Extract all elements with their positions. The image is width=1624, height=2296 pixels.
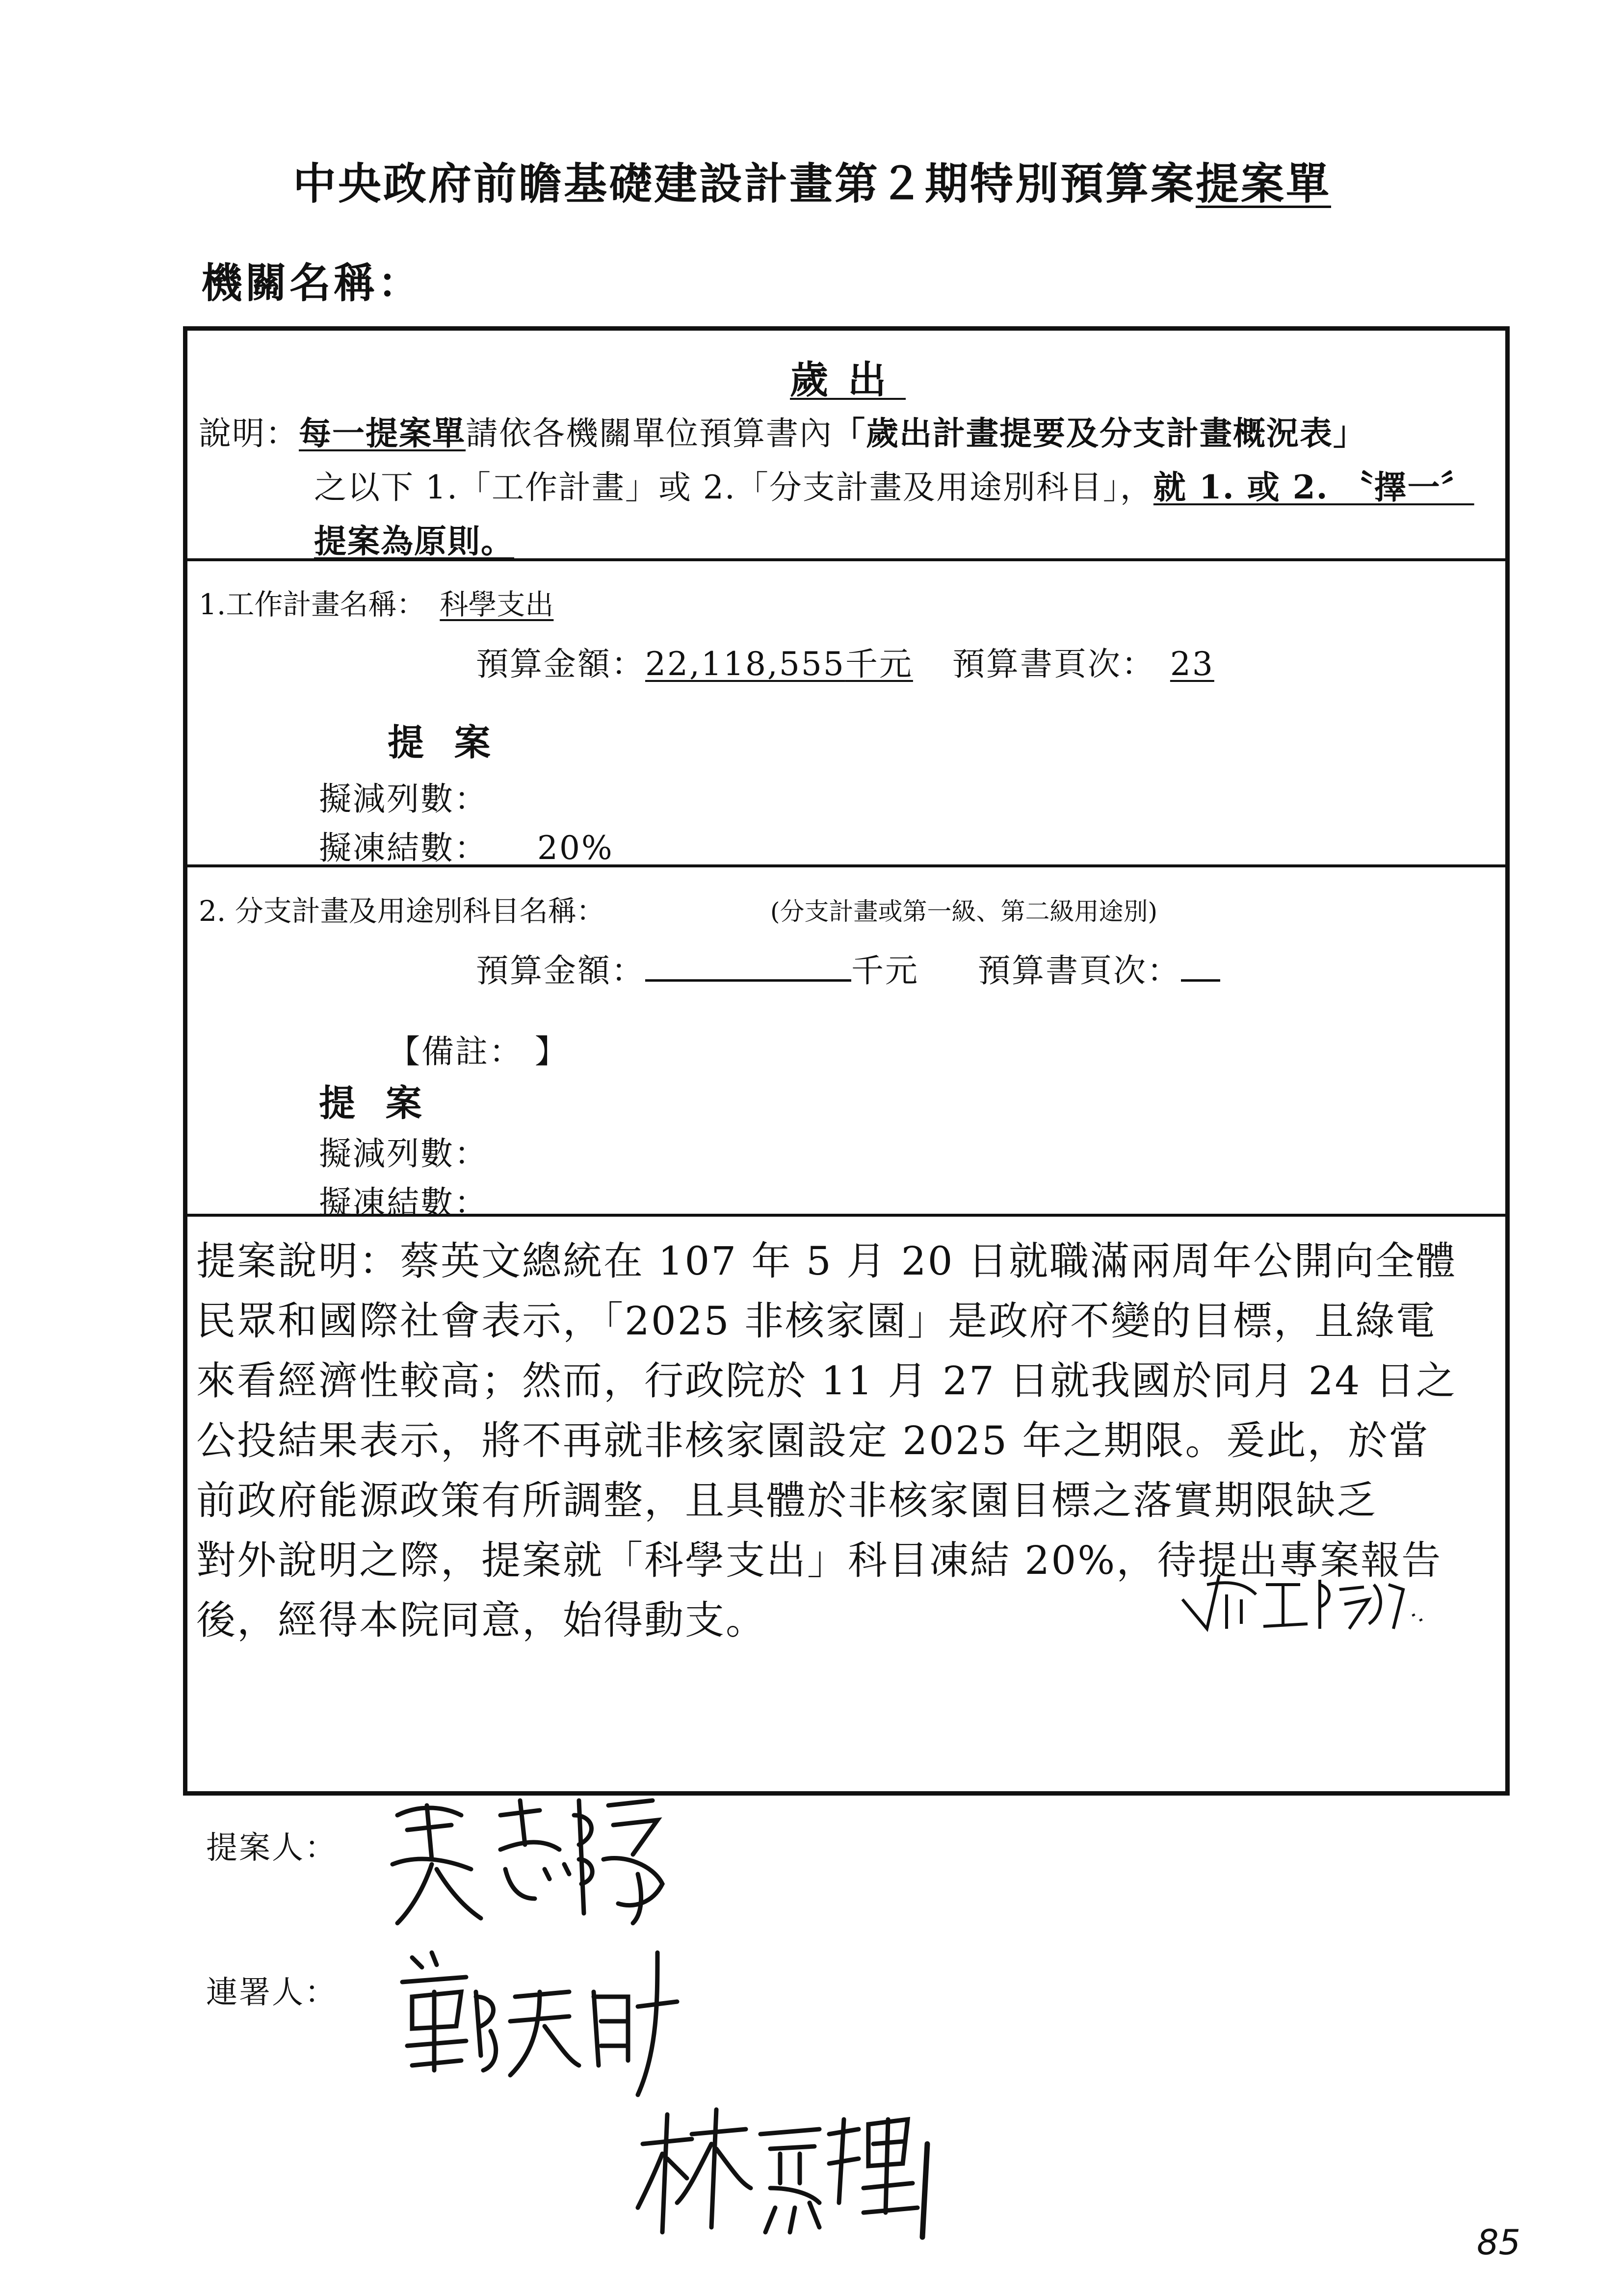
item2-freeze-label: 擬凍結數： (319, 1184, 488, 1222)
item1-proposal-heading: 提 案 (388, 722, 499, 764)
item1-reduce-label: 擬減列數： (319, 780, 488, 818)
explanation-line: 前政府能源政策有所調整，且具體於非核家園目標之落實期限缺乏 (196, 1478, 1377, 1523)
item2-reduce-label: 擬減列數： (319, 1135, 488, 1173)
item2-budget-row: 預算金額： 千元 預算書頁次： (476, 944, 1220, 991)
explanation-line: 來看經濟性較高；然而，行政院於 11 月 27 日就我國於同月 24 日之 (196, 1358, 1457, 1404)
item1-budget-row: 預算金額：22,118,555千元 預算書頁次： 23 (476, 645, 1214, 683)
initial-signature (1173, 1565, 1428, 1648)
title-underlined: 提案單 (1196, 158, 1332, 209)
budget-amount-blank[interactable] (645, 950, 851, 982)
agency-name-label: 機關名稱： (201, 259, 422, 307)
item2-note: (分支計畫或第一級、第二級用途別) (770, 897, 1158, 926)
section-heading: 歲出 (790, 358, 906, 402)
instruction-line-2: 之以下 1.「工作計畫」或 2.「分支計畫及用途別科目」，就 1. 或 2. 〝擇一〞 (314, 468, 1474, 506)
cosigner-label: 連署人： (206, 1975, 338, 2011)
cosigner-signature-1 (383, 1943, 687, 2105)
instruction-line-1: 說明：每一提案單請依各機關單位預算書內「歲出計畫提要及分支計畫概況表」 (199, 414, 1366, 452)
page-number-blank[interactable] (1181, 950, 1220, 982)
explanation-line: 後，經得本院同意，始得動支。 (196, 1597, 766, 1643)
explanation-line: 民眾和國際社會表示，「2025 非核家園」是政府不變的目標，且綠電 (196, 1298, 1437, 1344)
proposer-signature (378, 1786, 682, 1943)
instruction-line-3: 提案為原則。 (314, 522, 514, 560)
page-number: 85 (1477, 2222, 1521, 2263)
cosigner-signature-2 (633, 2105, 947, 2252)
explanation-line: 提案說明：蔡英文總統在 107 年 5 月 20 日就職滿兩周年公開向全體 (196, 1238, 1457, 1284)
explanation-line: 公投結果表示，將不再就非核家園設定 2025 年之期限。爰此，於當 (196, 1418, 1430, 1463)
item2-proposal-heading: 提 案 (319, 1082, 431, 1124)
item1-name-row: 1.工作計畫名稱： 科學支出 (199, 588, 554, 621)
item1-freeze-row: 擬凍結數： 20% (319, 829, 614, 867)
item2-remark: 【備註： 】 (388, 1033, 569, 1070)
document-title: 中央政府前瞻基礎建設計畫第２期特別預算案提案單 (292, 158, 1332, 209)
proposer-label: 提案人： (206, 1830, 338, 1866)
item2-name-label: 2. 分支計畫及用途別科目名稱： (199, 894, 605, 928)
explanation-line: 對外說明之際，提案就「科學支出」科目凍結 20%，待提出專案報告 (196, 1538, 1442, 1583)
